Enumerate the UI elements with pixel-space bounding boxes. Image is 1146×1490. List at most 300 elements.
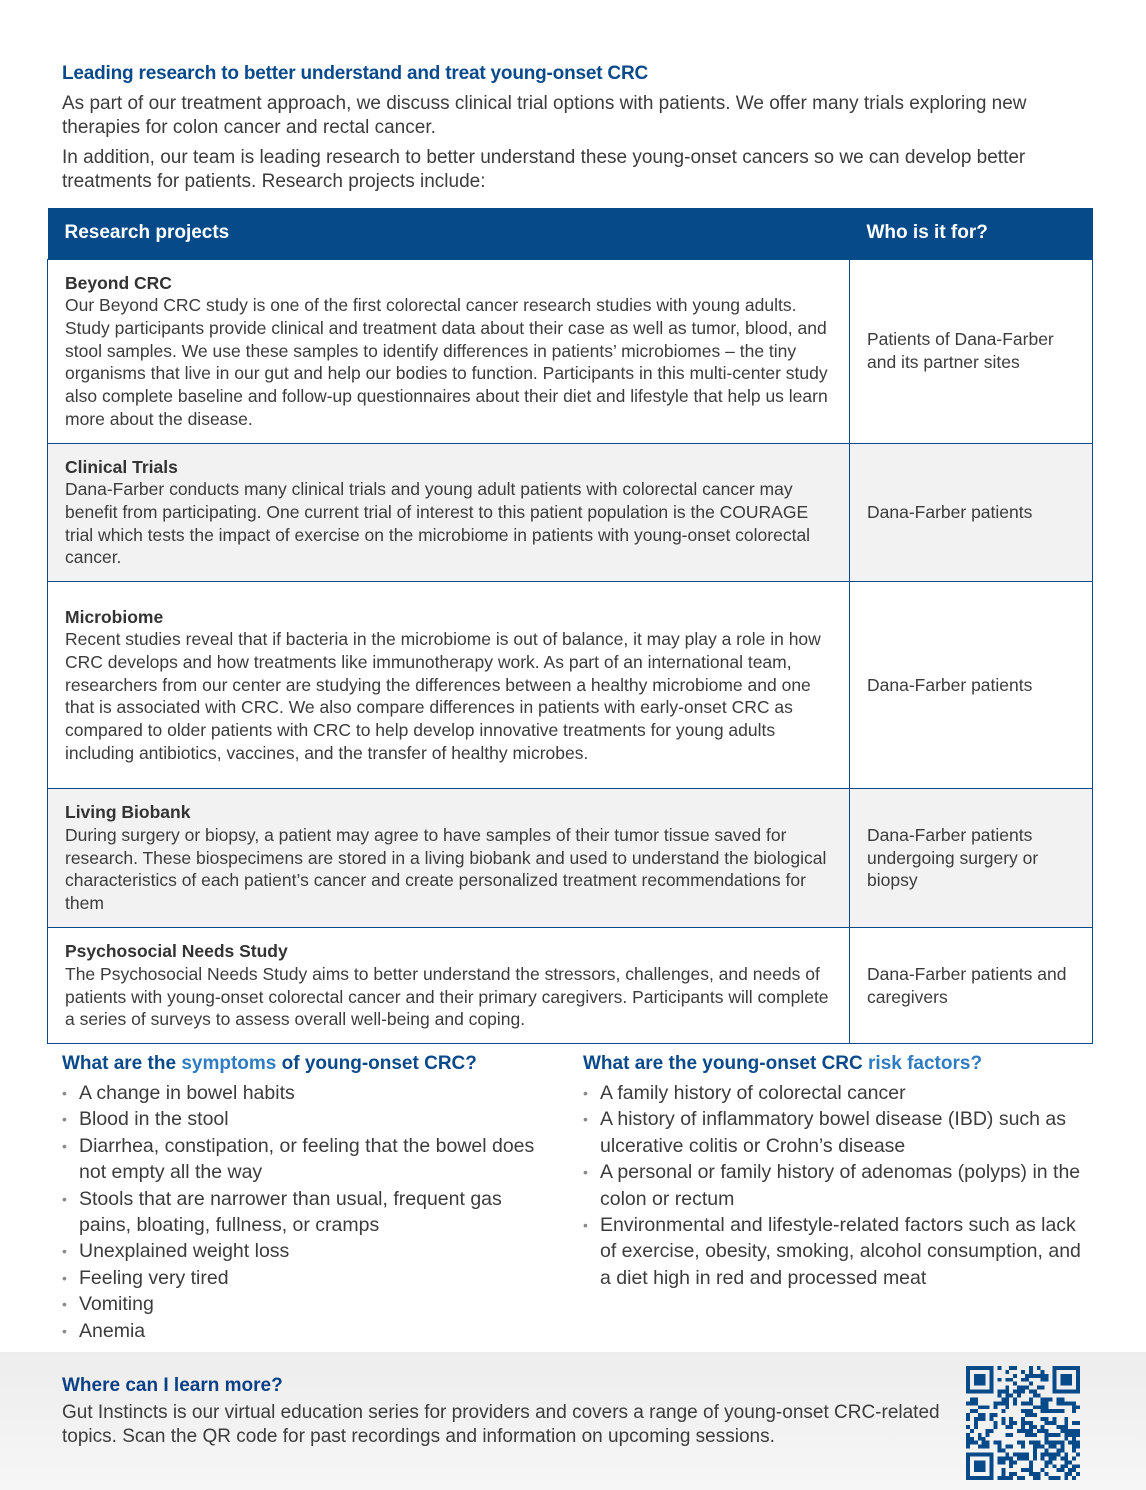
- list-item: [583, 1212, 1088, 1291]
- list-item-text: Environmental and lifestyle-related factors such as lack of exercise, obesity, smoking, alcohol consumption, and a diet high in red and processed meat: [600, 1214, 1081, 1289]
- qr-module: [1068, 1441, 1072, 1445]
- list-item-text: Anemia: [79, 1319, 146, 1342]
- risk-factors-section: [583, 1052, 1088, 1291]
- risk-factors-heading: [583, 1052, 1088, 1076]
- qr-module: [974, 1425, 978, 1429]
- qr-module: [986, 1476, 990, 1480]
- qr-module: [1017, 1390, 1021, 1394]
- qr-module: [970, 1437, 974, 1441]
- qr-module: [1005, 1394, 1009, 1398]
- qr-module: [1056, 1468, 1060, 1472]
- qr-module: [1021, 1441, 1025, 1445]
- qr-module: [974, 1390, 978, 1394]
- qr-module: [1056, 1452, 1060, 1456]
- list-item: [62, 1238, 542, 1264]
- qr-module: [970, 1476, 974, 1480]
- qr-module: [1025, 1409, 1029, 1413]
- qr-module: [1029, 1421, 1033, 1425]
- qr-module: [982, 1460, 986, 1464]
- qr-module: [1029, 1370, 1033, 1374]
- qr-module: [1005, 1476, 1009, 1480]
- audience-cell: Dana-Farber patients: [850, 582, 1093, 789]
- qr-module: [1052, 1464, 1056, 1468]
- qr-module: [1021, 1401, 1025, 1405]
- header-who-is-it-for: Who is it for?: [850, 208, 1093, 259]
- qr-module: [1033, 1445, 1037, 1449]
- qr-module: [982, 1417, 986, 1421]
- qr-module: [978, 1378, 982, 1382]
- qr-module: [1029, 1397, 1033, 1401]
- qr-module: [1072, 1401, 1076, 1405]
- qr-module: [1064, 1417, 1068, 1421]
- qr-module: [1001, 1472, 1005, 1476]
- qr-module: [990, 1366, 994, 1370]
- qr-module: [1052, 1441, 1056, 1445]
- qr-module: [1076, 1382, 1080, 1386]
- qr-module: [990, 1370, 994, 1374]
- qr-module: [990, 1374, 994, 1378]
- qr-module: [974, 1464, 978, 1468]
- qr-module: [982, 1464, 986, 1468]
- qr-module: [978, 1366, 982, 1370]
- qr-module: [1052, 1445, 1056, 1449]
- qr-module: [1068, 1429, 1072, 1433]
- qr-module: [1072, 1445, 1076, 1449]
- qr-module: [1076, 1452, 1080, 1456]
- project-cell: [48, 928, 850, 1044]
- qr-module: [982, 1366, 986, 1370]
- qr-module: [1064, 1464, 1068, 1468]
- qr-module: [994, 1405, 998, 1409]
- qr-module: [1041, 1417, 1045, 1421]
- list-item: [62, 1133, 542, 1186]
- qr-module: [1021, 1429, 1025, 1433]
- qr-module: [1001, 1460, 1005, 1464]
- bullet-icon: •: [62, 1296, 67, 1313]
- qr-module: [1005, 1425, 1009, 1429]
- intro-paragraph-2: In addition, our team is leading research to better understand these young-onset cancers so we can develop better treatments for patients. Research projects include:: [62, 147, 1026, 192]
- qr-module: [1056, 1397, 1060, 1401]
- qr-module: [1029, 1468, 1033, 1472]
- qr-module: [1076, 1390, 1080, 1394]
- qr-module: [1049, 1441, 1053, 1445]
- qr-module: [1029, 1472, 1033, 1476]
- qr-module: [1025, 1456, 1029, 1460]
- qr-module: [966, 1437, 970, 1441]
- qr-module: [1013, 1366, 1017, 1370]
- qr-module: [1033, 1405, 1037, 1409]
- qr-module: [1033, 1452, 1037, 1456]
- qr-module: [974, 1460, 978, 1464]
- qr-module: [997, 1449, 1001, 1453]
- qr-module: [1045, 1464, 1049, 1468]
- qr-module: [1076, 1441, 1080, 1445]
- qr-module: [990, 1382, 994, 1386]
- qr-module: [966, 1382, 970, 1386]
- qr-module: [974, 1468, 978, 1472]
- qr-module: [994, 1401, 998, 1405]
- bullet-icon: •: [583, 1164, 588, 1181]
- qr-module: [986, 1452, 990, 1456]
- qr-module: [997, 1460, 1001, 1464]
- qr-module: [1005, 1405, 1009, 1409]
- qr-module: [1072, 1366, 1076, 1370]
- qr-module: [1017, 1441, 1021, 1445]
- qr-module: [1076, 1429, 1080, 1433]
- qr-module: [978, 1464, 982, 1468]
- qr-module: [978, 1460, 982, 1464]
- qr-module: [1072, 1437, 1076, 1441]
- qr-module: [1037, 1441, 1041, 1445]
- qr-module: [997, 1401, 1001, 1405]
- qr-module: [1025, 1468, 1029, 1472]
- qr-module: [1013, 1382, 1017, 1386]
- qr-module: [1033, 1449, 1037, 1453]
- qr-module: [1021, 1425, 1025, 1429]
- qr-module: [1060, 1468, 1064, 1472]
- qr-module: [1076, 1370, 1080, 1374]
- qr-module: [1068, 1378, 1072, 1382]
- qr-module: [1045, 1397, 1049, 1401]
- qr-module: [1013, 1401, 1017, 1405]
- qr-module: [1068, 1382, 1072, 1386]
- qr-module: [1009, 1417, 1013, 1421]
- qr-module: [990, 1460, 994, 1464]
- qr-module: [1052, 1366, 1056, 1370]
- heading-highlight: risk factors?: [868, 1053, 983, 1074]
- table-header-row: [48, 208, 1093, 259]
- qr-module: [1060, 1382, 1064, 1386]
- intro-paragraph-1: As part of our treatment approach, we discuss clinical trial options with patients. We offer many trials exploring new therapies for colon cancer and rectal cancer.: [62, 93, 1027, 138]
- qr-module: [1025, 1433, 1029, 1437]
- qr-module: [1068, 1468, 1072, 1472]
- qr-module: [982, 1437, 986, 1441]
- qr-module: [1009, 1464, 1013, 1468]
- qr-module: [990, 1468, 994, 1472]
- audience-cell: Dana-Farber patients: [850, 443, 1093, 582]
- qr-module: [966, 1460, 970, 1464]
- qr-module: [1064, 1433, 1068, 1437]
- qr-module: [970, 1390, 974, 1394]
- project-cell: [48, 259, 850, 443]
- qr-module: [974, 1378, 978, 1382]
- qr-module: [1021, 1445, 1025, 1449]
- qr-module: [1045, 1417, 1049, 1421]
- qr-module: [997, 1456, 1001, 1460]
- audience-cell: Dana-Farber patients and caregivers: [850, 928, 1093, 1044]
- qr-module: [986, 1390, 990, 1394]
- qr-module: [1056, 1409, 1060, 1413]
- list-item-text: A change in bowel habits: [79, 1082, 295, 1104]
- qr-module: [1049, 1421, 1053, 1425]
- qr-module: [1033, 1413, 1037, 1417]
- qr-module: [1045, 1472, 1049, 1476]
- qr-module: [1060, 1425, 1064, 1429]
- qr-module: [1001, 1401, 1005, 1405]
- qr-module: [1005, 1452, 1009, 1456]
- audience-cell: Dana-Farber patients undergoing surgery or biopsy: [850, 789, 1093, 928]
- qr-module: [1064, 1429, 1068, 1433]
- qr-module: [1017, 1429, 1021, 1433]
- qr-module: [990, 1417, 994, 1421]
- qr-module: [974, 1401, 978, 1405]
- qr-module: [1017, 1476, 1021, 1480]
- qr-module: [1041, 1374, 1045, 1378]
- qr-module: [1072, 1429, 1076, 1433]
- qr-module: [1064, 1374, 1068, 1378]
- qr-module: [966, 1464, 970, 1468]
- qr-module: [978, 1405, 982, 1409]
- qr-module: [1045, 1452, 1049, 1456]
- qr-module: [1076, 1433, 1080, 1437]
- qr-module: [997, 1366, 1001, 1370]
- qr-module: [1025, 1378, 1029, 1382]
- qr-module: [982, 1476, 986, 1480]
- qr-module: [966, 1378, 970, 1382]
- qr-module: [1072, 1409, 1076, 1413]
- qr-module: [966, 1417, 970, 1421]
- qr-module: [974, 1476, 978, 1480]
- bullet-icon: •: [583, 1111, 588, 1128]
- qr-module: [1041, 1386, 1045, 1390]
- qr-module: [966, 1456, 970, 1460]
- qr-module: [1037, 1429, 1041, 1433]
- qr-module: [1072, 1468, 1076, 1472]
- list-item: [62, 1265, 542, 1291]
- qr-module: [978, 1468, 982, 1472]
- qr-module: [990, 1464, 994, 1468]
- qr-module: [1072, 1476, 1076, 1480]
- qr-module: [990, 1456, 994, 1460]
- list-item-text: Diarrhea, constipation, or feeling that the bowel does not empty all the way: [79, 1134, 535, 1184]
- project-title: Beyond CRC: [65, 272, 172, 293]
- qr-module: [1009, 1476, 1013, 1480]
- qr-module: [970, 1409, 974, 1413]
- heading-highlight: symptoms: [181, 1053, 277, 1074]
- qr-module: [1009, 1366, 1013, 1370]
- qr-module: [1037, 1405, 1041, 1409]
- heading-text: What are the young-onset CRC: [583, 1053, 869, 1074]
- qr-module: [1052, 1476, 1056, 1480]
- qr-module: [1056, 1441, 1060, 1445]
- qr-module: [1001, 1468, 1005, 1472]
- qr-module: [1013, 1397, 1017, 1401]
- intro-heading: Leading research to better understand and treat young-onset CRC: [62, 63, 648, 84]
- qr-module: [1001, 1409, 1005, 1413]
- qr-module: [997, 1390, 1001, 1394]
- qr-module: [1045, 1374, 1049, 1378]
- qr-module: [966, 1401, 970, 1405]
- qr-module: [1025, 1413, 1029, 1417]
- qr-module: [997, 1394, 1001, 1398]
- qr-module: [1001, 1476, 1005, 1480]
- qr-module: [1009, 1472, 1013, 1476]
- intro-section: [62, 62, 1082, 194]
- qr-module: [1021, 1452, 1025, 1456]
- qr-module: [1005, 1386, 1009, 1390]
- qr-module: [974, 1441, 978, 1445]
- qr-module: [1076, 1445, 1080, 1449]
- heading-text: of young-onset CRC?: [276, 1053, 477, 1074]
- qr-module: [1060, 1464, 1064, 1468]
- bullet-icon: •: [62, 1190, 67, 1207]
- qr-module: [1029, 1401, 1033, 1405]
- qr-module: [1021, 1386, 1025, 1390]
- bullet-icon: •: [583, 1217, 588, 1234]
- qr-module: [986, 1429, 990, 1433]
- qr-module: [982, 1441, 986, 1445]
- qr-module: [1029, 1390, 1033, 1394]
- qr-module: [1068, 1374, 1072, 1378]
- bullet-icon: •: [62, 1137, 67, 1154]
- qr-module: [1049, 1460, 1053, 1464]
- bullet-icon: •: [62, 1243, 67, 1260]
- project-description: The Psychosocial Needs Study aims to better understand the stressors, challenges, and needs of patients with young-onset colorectal cancer and their primary caregivers. Participants will complete a series of surveys to assess overall well-being and coping.: [65, 963, 829, 1030]
- list-item: [62, 1291, 542, 1317]
- qr-module: [1060, 1397, 1064, 1401]
- qr-module: [1045, 1449, 1049, 1453]
- qr-module: [997, 1378, 1001, 1382]
- qr-module: [1060, 1445, 1064, 1449]
- qr-module: [1025, 1401, 1029, 1405]
- bullet-icon: •: [62, 1269, 67, 1286]
- audience-cell: Patients of Dana-Farber and its partner sites: [850, 259, 1093, 443]
- qr-module: [1025, 1421, 1029, 1425]
- qr-module: [994, 1421, 998, 1425]
- qr-module: [1076, 1378, 1080, 1382]
- qr-module: [978, 1433, 982, 1437]
- learn-more-footer: [0, 1352, 1146, 1490]
- qr-module: [1068, 1401, 1072, 1405]
- qr-module: [974, 1382, 978, 1386]
- qr-module: [1029, 1441, 1033, 1445]
- qr-module: [1052, 1456, 1056, 1460]
- qr-module: [1017, 1452, 1021, 1456]
- qr-module: [1041, 1405, 1045, 1409]
- qr-module: [1049, 1445, 1053, 1449]
- qr-module: [1041, 1397, 1045, 1401]
- qr-module: [1033, 1374, 1037, 1378]
- qr-module: [997, 1441, 1001, 1445]
- qr-module: [982, 1413, 986, 1417]
- qr-module: [990, 1476, 994, 1480]
- qr-module: [1049, 1452, 1053, 1456]
- qr-module: [997, 1476, 1001, 1480]
- project-cell: [48, 789, 850, 928]
- qr-module: [978, 1445, 982, 1449]
- qr-module: [1064, 1390, 1068, 1394]
- qr-module: [1060, 1401, 1064, 1405]
- heading-text: What are the: [62, 1053, 182, 1074]
- qr-module: [966, 1366, 970, 1370]
- qr-module: [1064, 1460, 1068, 1464]
- qr-module: [1005, 1445, 1009, 1449]
- qr-module: [1072, 1441, 1076, 1445]
- qr-module: [1072, 1464, 1076, 1468]
- list-item: [583, 1106, 1088, 1159]
- project-title: Clinical Trials: [65, 456, 178, 477]
- qr-module: [1045, 1429, 1049, 1433]
- qr-module: [990, 1390, 994, 1394]
- table-row: [48, 789, 1093, 928]
- symptoms-heading: [62, 1052, 542, 1076]
- project-description: Recent studies reveal that if bacteria in the microbiome is out of balance, it may play a role in how CRC develops and how treatments like immunotherapy work. As part of an international team, researchers from our center are studying the differences between a healthy microbiome and one that is associated with CRC. We also compare differences in patients with early-onset CRC as compared to older patients with CRC to help develop innovative treatments for young adults including antibiotics, vaccines, and the transfer of healthy microbes.: [65, 629, 821, 763]
- qr-module: [1037, 1445, 1041, 1449]
- qr-module: [966, 1452, 970, 1456]
- qr-module: [1013, 1421, 1017, 1425]
- qr-module: [1021, 1456, 1025, 1460]
- qr-module: [986, 1441, 990, 1445]
- qr-module: [1064, 1382, 1068, 1386]
- qr-module: [1005, 1401, 1009, 1405]
- qr-module: [1041, 1452, 1045, 1456]
- qr-module: [1060, 1449, 1064, 1453]
- qr-module: [1013, 1374, 1017, 1378]
- qr-module: [1060, 1366, 1064, 1370]
- qr-module: [1009, 1445, 1013, 1449]
- qr-module: [1033, 1456, 1037, 1460]
- qr-module: [1072, 1421, 1076, 1425]
- qr-module: [970, 1452, 974, 1456]
- qr-module: [1052, 1374, 1056, 1378]
- qr-module: [1076, 1405, 1080, 1409]
- qr-module: [978, 1382, 982, 1386]
- qr-module: [1021, 1421, 1025, 1425]
- qr-module: [1025, 1386, 1029, 1390]
- list-item-text: Feeling very tired: [79, 1266, 229, 1289]
- qr-module: [1001, 1449, 1005, 1453]
- project-cell: [48, 443, 850, 582]
- qr-module: [1021, 1476, 1025, 1480]
- list-item: [583, 1159, 1088, 1212]
- qr-module: [1060, 1409, 1064, 1413]
- qr-module: [994, 1425, 998, 1429]
- qr-code-icon[interactable]: [966, 1366, 1080, 1480]
- qr-module: [978, 1476, 982, 1480]
- qr-module: [1001, 1456, 1005, 1460]
- qr-module: [966, 1476, 970, 1480]
- qr-module: [1001, 1397, 1005, 1401]
- qr-module: [1005, 1397, 1009, 1401]
- qr-module: [1041, 1429, 1045, 1433]
- qr-module: [1049, 1409, 1053, 1413]
- qr-module: [966, 1374, 970, 1378]
- qr-module: [1041, 1456, 1045, 1460]
- qr-module: [986, 1433, 990, 1437]
- qr-module: [1060, 1378, 1064, 1382]
- qr-module: [1045, 1421, 1049, 1425]
- qr-module: [970, 1441, 974, 1445]
- project-cell: [48, 582, 850, 789]
- risk-factors-list: [583, 1080, 1088, 1291]
- table-row: [48, 582, 1093, 789]
- qr-module: [1037, 1374, 1041, 1378]
- qr-module: [1056, 1433, 1060, 1437]
- qr-module: [1076, 1421, 1080, 1425]
- qr-module: [1056, 1476, 1060, 1480]
- qr-module: [1052, 1370, 1056, 1374]
- qr-module: [966, 1472, 970, 1476]
- qr-module: [982, 1382, 986, 1386]
- qr-module: [966, 1445, 970, 1449]
- project-description: During surgery or biopsy, a patient may agree to have samples of their tumor tissue saved for research. These biospecimens are stored in a living biobank and used to understand the biological characteristics of each patient’s cancer and create personalized treatment recommendations for them: [65, 824, 827, 914]
- qr-module: [1060, 1429, 1064, 1433]
- qr-module: [990, 1472, 994, 1476]
- qr-module: [994, 1441, 998, 1445]
- project-title: Living Biobank: [65, 802, 191, 823]
- qr-module: [966, 1468, 970, 1472]
- qr-module: [1052, 1382, 1056, 1386]
